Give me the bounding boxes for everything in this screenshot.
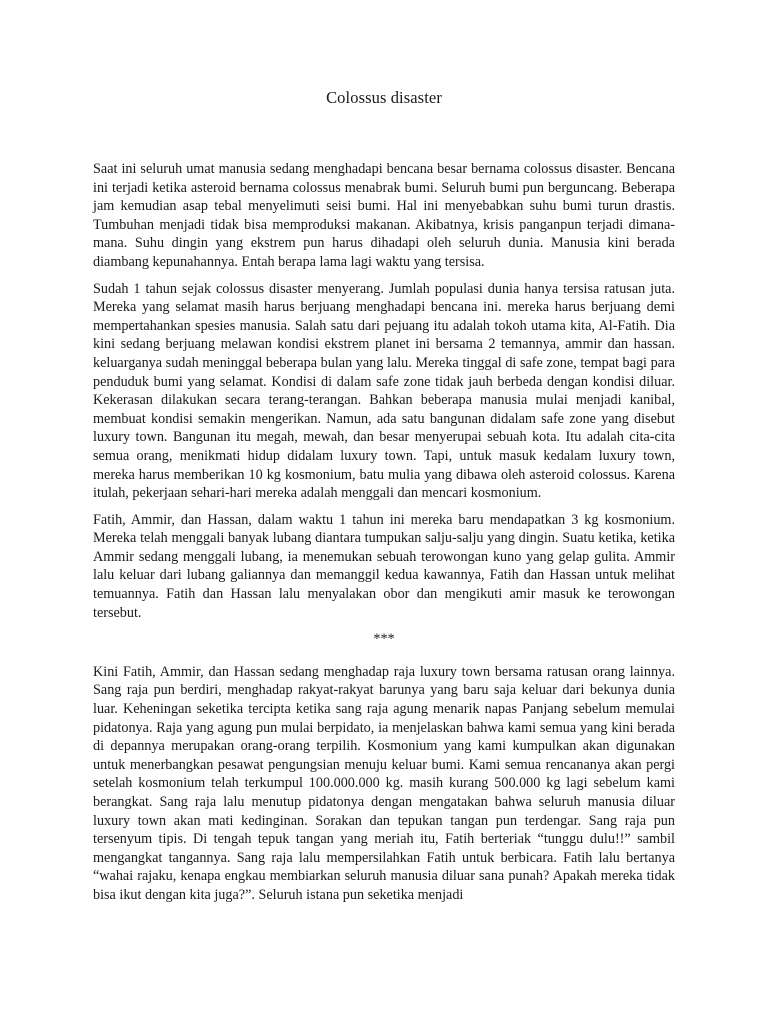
document-title: Colossus disaster — [326, 88, 442, 107]
paragraph-4: Kini Fatih, Ammir, dan Hassan sedang menghadap raja luxury town bersama ratusan orang lainnya. Sang raja pun berdiri, menghadap rakyat-rakyat barunya yang baru saja keluar dari bekunya dunia luar. Keheningan seketika tercipta ketika sang raja agung menarik napas Panjang sebelum memulai pidatonya. Raja yang agung pun mulai berpidato, ia menjelaskan bahwa kami semua yang kini berada di depannya merupakan orang-orang terpilih. Kosmonium yang kami kumpulkan akan digunakan untuk menerbangkan pesawat pengungsian menuju keluar bumi. Kami semua rencananya akan pergi setelah kosmonium telah terkumpul 100.000.000 kg. masih kurang 500.000 kg lagi sebelum kami berangkat. Sang raja lalu menutup pidatonya dengan mengatakan bahwa seluruh manusia diluar luxury town akan mati kedinginan. Sorakan dan tepukan tangan pun terdengar. Sang raja pun tersenyum tipis. Di tengah tepuk tangan yang meriah itu, Fatih berteriak “tunggu dulu!!” sambil mengangkat tangannya. Sang raja lalu mempersilahkan Fatih untuk berbicara. Fatih lalu bertanya “wahai rajaku, kenapa engkau membiarkan seluruh manusia diluar sana punah? Apakah mereka tidak bisa ikut dengan kita juga?”. Seluruh istana pun seketika menjadi — [93, 663, 675, 903]
paragraph-2: Sudah 1 tahun sejak colossus disaster menyerang. Jumlah populasi dunia hanya tersisa ratusan juta. Mereka yang selamat masih harus berjuang menghadapi bencana ini. mereka harus berjuang demi mempertahankan spesies manusia. Salah satu dari pejuang itu adalah tokoh utama kita, Al-Fatih. Dia kini sedang berjuang melawan kondisi ekstrem planet ini bersama 2 temannya, ammir dan hassan. keluarganya sudah meninggal beberapa bulan yang lalu. Mereka tinggal di safe zone, tempat bagi para penduduk bumi yang selamat. Kondisi di dalam safe zone tidak jauh berbeda dengan kondisi diluar. Kekerasan dilakukan secara terang-terangan. Bahkan beberapa manusia mulai menjadi kanibal, membuat kondisi semakin mengerikan. Namun, ada satu bangunan didalam safe zone yang disebut luxury town. Bangunan itu megah, mewah, dan besar menyerupai sebuah kota. Itu adalah cita-cita semua orang, menikmati hidup didalam luxury town. Tapi, untuk masuk kedalam luxury town, mereka harus memberikan 10 kg kosmonium, batu mulia yang dibawa oleh asteroid colossus. Karena itulah, pekerjaan sehari-hari mereka adalah menggali dan mencari kosmonium. — [93, 280, 675, 502]
section-separator: *** — [373, 631, 395, 648]
paragraph-3: Fatih, Ammir, dan Hassan, dalam waktu 1 tahun ini mereka baru mendapatkan 3 kg kosmonium. Mereka telah menggali banyak lubang diantara tumpukan salju-salju yang dingin. Suatu ketika, ketika Ammir sedang menggali lubang, ia menemukan sebuah terowongan kuno yang gelap gulita. Ammir lalu keluar dari lubang galiannya dan memanggil kedua kawannya, Fatih dan Hassan untuk melihat temuannya. Fatih dan Hassan lalu menyalakan obor dan mengikuti amir masuk ke terowongan tersebut. — [93, 511, 675, 621]
paragraph-1: Saat ini seluruh umat manusia sedang menghadapi bencana besar bernama colossus disaster. Bencana ini terjadi ketika asteroid bernama colossus menabrak bumi. Seluruh bumi pun berguncang. Beberapa jam kemudian asap tebal menyelimuti seisi bumi. Hal ini menyebabkan suhu bumi turun drastis. Tumbuhan menjadi tidak bisa memproduksi makanan. Akibatnya, krisis panganpun terjadi dimana-mana. Suhu dingin yang ekstrem pun harus dihadapi oleh seluruh dunia. Manusia kini berada diambang kepunahannya. Entah berapa lama lagi waktu yang tersisa. — [93, 161, 675, 270]
